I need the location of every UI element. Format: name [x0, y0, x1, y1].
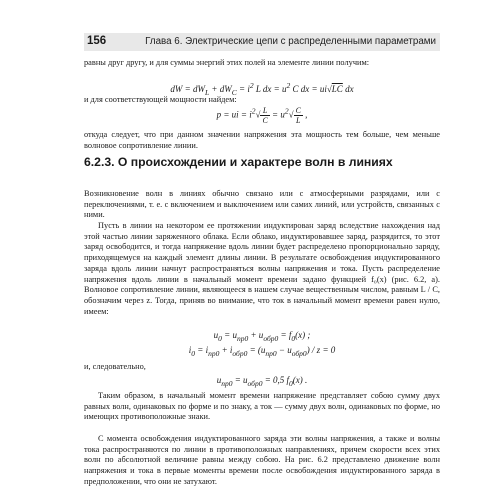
paragraph: и для соответствующей мощности найдем:: [84, 95, 237, 104]
running-head: Глава 6. Электрические цепи с распределенными параметрами: [145, 36, 436, 47]
page-header: [84, 33, 440, 51]
equation-energy: dW = $dW_L + dW_C = i^2$ L dx = $u^2$ C dx = ui√LC dx: [170, 81, 354, 97]
paragraph: равны друг другу, и для суммы энергий этих полей на элементе линии получим:: [84, 58, 370, 67]
equation-power: p = ui = $i^2√$ $\frac{L}{C}$ = $u^2√$ $\frac{C}{L}$ ,: [216, 106, 308, 125]
paragraph: Таким образом, в начальный момент времени напряжение представляет собою сумму двух равных волн, одинаковых по форме и по знаку, а ток — сумму двух волн, одинаковых по форме, но имеющих противоположные знаки.: [84, 391, 440, 422]
paragraph: откуда следует, что при данном значении напряжения эта мощность тем больше, чем меньше волновое сопротивление линии.: [84, 130, 440, 150]
paragraph: С момента освобождения индуктированного заряда эти волны напряжения, а также и волны тока распространяются по линии в противоположных направлениях, причем скорости всех этих волн по абсолютной величине равны между собою. На рис. 6.2 представлено движение волн напряжения и тока в первые моменты времени после освобождения индуктированного заряда в предположении, что они не затухают.: [84, 434, 440, 486]
section-title: 6.2.3. О происхождении и характере волн в линиях: [84, 155, 393, 169]
paragraph: Пусть в линии на некотором ее протяжении индуктирован заряд вследствие нахождения над этой частью линии заряженного облака. Если облако, индуктировавшее заряд, разрядится, то этот заряд освободится, и тогда напряжение вдоль линии будет распределено пропорционально заряду, приходящемуся на каждый элемент длины линии. В результате освобождения индуктированного заряда вдоль линии начнут распространяться волны напряжения и тока. Пусть распределение напряжения вдоль линии в начальный момент времени задано функцией f₀(x) (рис. 6.2, a). Волновое сопротивление линии, являющееся в нашем случае вещественным числом, равным L / C, обозначим через z. Тогда, приняв во внимание, что ток в начальный момент времени равен нулю, имеем:: [84, 221, 440, 316]
paragraph: и, следовательно,: [84, 362, 146, 371]
page-number: 156: [87, 35, 107, 47]
equation-initial-voltage: $u_0 = u_{пр0} + u_{обр0} = f_0(x)$ ;: [213, 330, 311, 343]
paragraph: Возникновение волн в линиях обычно связано или с атмосферными разрядами, или с переключениями, т. е. с включением и выключением или самих линий, или устройств, связанных с ними.: [84, 189, 440, 220]
equation-initial-current: $i_0 = i_{пр0} + i_{обр0} = (u_{пр0} - u_{обр0}) / z = 0$: [188, 345, 336, 358]
equation-wave-split: $u_{пр0} = u_{обр0} = 0,5$ $f_0(x)$ .: [216, 375, 308, 388]
